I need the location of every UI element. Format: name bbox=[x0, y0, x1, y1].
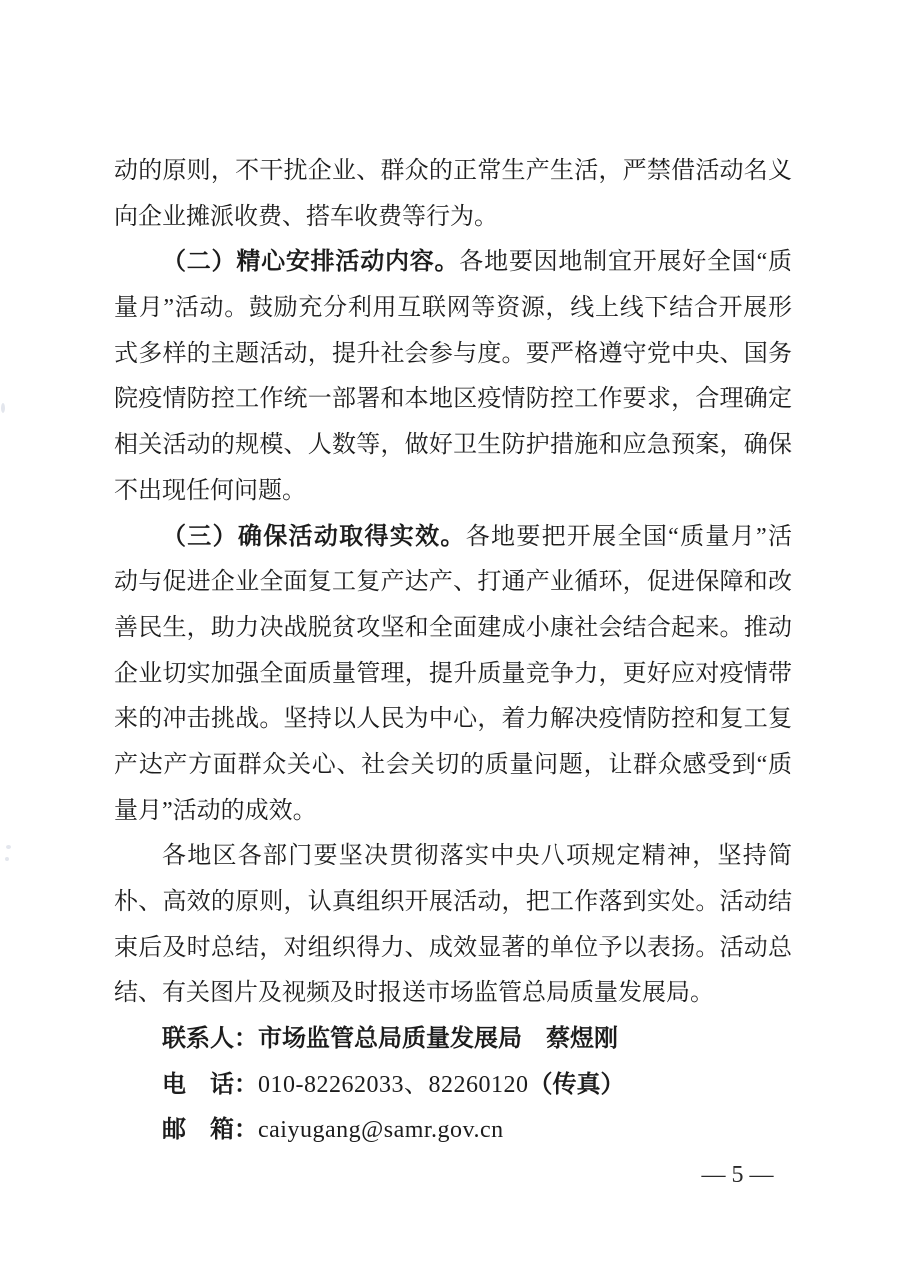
document-line bbox=[114, 515, 792, 561]
phone-number-text: 010-82262033、82260120 bbox=[258, 1071, 529, 1098]
document-line bbox=[114, 240, 792, 286]
document-line bbox=[114, 560, 792, 606]
line-text-segment: 产达产方面群众关心、社会关切的质量问题，让群众感受到“质 bbox=[114, 751, 792, 778]
document-line bbox=[114, 149, 792, 195]
contact-email-line bbox=[114, 1108, 792, 1154]
contact-person-line bbox=[114, 1017, 792, 1063]
line-text-segment: 结、有关图片及视频及时报送市场监管总局质量发展局。 bbox=[114, 980, 714, 1007]
line-text-segment: 量月”活动的成效。 bbox=[114, 797, 317, 824]
line-text-segment: 各地要把开展全国“质量月”活 bbox=[465, 523, 793, 550]
line-text-segment: 束后及时总结，对组织得力、成效显著的单位予以表扬。活动总 bbox=[114, 934, 792, 961]
line-text-segment: 量月”活动。鼓励充分利用互联网等资源，线上线下结合开展形 bbox=[114, 295, 792, 322]
line-text-segment: 来的冲击挑战。坚持以人民为中心，着力解决疫情防控和复工复 bbox=[114, 706, 792, 733]
scan-artifact bbox=[6, 845, 11, 849]
line-text-segment: 不出现任何问题。 bbox=[114, 477, 306, 504]
line-text-segment: 企业切实加强全面质量管理，提升质量竞争力，更好应对疫情带 bbox=[114, 660, 792, 687]
line-text-segment: 向企业摊派收费、搭车收费等行为。 bbox=[114, 203, 498, 230]
document-line bbox=[114, 469, 792, 515]
line-bold-segment: 邮 箱： bbox=[162, 1117, 258, 1144]
line-bold-segment: 联系人：市场监管总局质量发展局 蔡煜刚 bbox=[162, 1026, 618, 1053]
document-line bbox=[114, 195, 792, 241]
document-line bbox=[114, 880, 792, 926]
document-line bbox=[114, 971, 792, 1017]
line-text-segment: 相关活动的规模、人数等，做好卫生防护措施和应急预案，确保 bbox=[114, 432, 792, 459]
line-text-segment: 动的原则，不干扰企业、群众的正常生产生活，严禁借活动名义 bbox=[114, 158, 792, 184]
line-text-segment: 式多样的主题活动，提升社会参与度。要严格遵守党中央、国务 bbox=[114, 340, 792, 367]
document-line bbox=[114, 606, 792, 652]
line-text-segment: 各地区各部门要坚决贯彻落实中央八项规定精神，坚持简 bbox=[162, 843, 792, 870]
page-number: — 5 — bbox=[701, 1162, 774, 1188]
document-line bbox=[114, 652, 792, 698]
document-line bbox=[114, 743, 792, 789]
line-text-segment: 各地要因地制宜开展好全国“质 bbox=[459, 249, 793, 276]
document-line bbox=[114, 286, 792, 332]
line-text-segment: 善民生，助力决战脱贫攻坚和全面建成小康社会结合起来。推动 bbox=[114, 614, 792, 641]
document-line bbox=[114, 423, 792, 469]
document-line bbox=[114, 926, 792, 972]
contact-phone-line bbox=[114, 1063, 792, 1109]
line-text-segment: 动与促进企业全面复工复产达产、打通产业循环，促进保障和改 bbox=[114, 569, 792, 596]
line-bold-segment: （二）精心安排活动内容。 bbox=[162, 249, 460, 276]
document-text-block bbox=[114, 149, 792, 1154]
scan-artifact bbox=[1, 403, 5, 413]
line-bold-segment: 电 话： bbox=[162, 1071, 258, 1098]
document-line bbox=[114, 332, 792, 378]
document-line bbox=[114, 697, 792, 743]
email-address-text: caiyugang@samr.gov.cn bbox=[258, 1117, 504, 1144]
line-text-segment: 朴、高效的原则，认真组织开展活动，把工作落到实处。活动结 bbox=[114, 889, 792, 915]
line-bold-segment: （三）确保活动取得实效。 bbox=[162, 523, 466, 550]
document-line bbox=[114, 789, 792, 835]
line-text-segment: 院疫情防控工作统一部署和本地区疫情防控工作要求，合理确定 bbox=[114, 386, 792, 413]
document-line bbox=[114, 834, 792, 880]
scan-artifact bbox=[5, 857, 9, 861]
document-line bbox=[114, 377, 792, 423]
fax-label: （传真） bbox=[528, 1071, 625, 1098]
